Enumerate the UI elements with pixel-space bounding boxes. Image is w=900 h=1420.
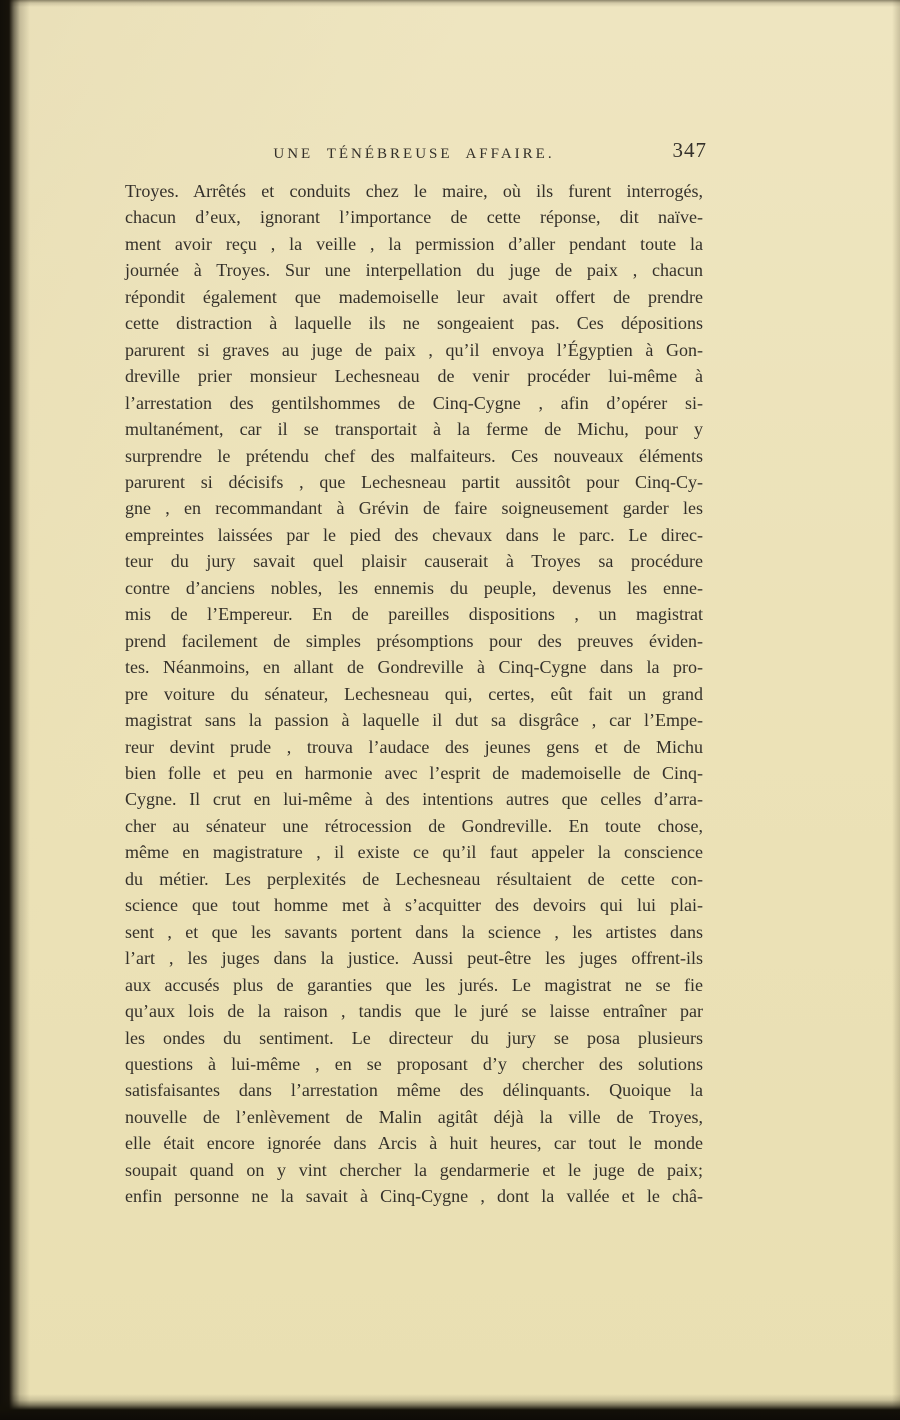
text-line: cher au sénateur une rétrocession de Gondreville. En toute chose, (125, 815, 703, 836)
page-number: 347 (672, 138, 707, 162)
text-line: soupait quand on y vint chercher la gendarmerie et le juge de paix; (125, 1159, 703, 1180)
text-line: journée à Troyes. Sur une interpellation du juge de paix , chacun (125, 260, 703, 281)
text-line: ment avoir reçu , la veille , la permission d’aller pendant toute la (125, 233, 703, 254)
text-line: Cygne. Il crut en lui-même à des intentions autres que celles d’arra- (125, 789, 703, 810)
text-line: questions à lui-même , en se proposant d’y chercher des solutions (125, 1053, 703, 1074)
text-line: les ondes du sentiment. Le directeur du jury se posa plusieurs (125, 1027, 703, 1048)
scan-edge-bottom (0, 1394, 900, 1420)
text-line: bien folle et peu en harmonie avec l’esprit de mademoiselle de Cinq- (125, 762, 703, 783)
text-line: elle était encore ignorée dans Arcis à huit heures, car tout le monde (125, 1133, 703, 1154)
text-line: mis de l’Empereur. En de pareilles dispositions , un magistrat (125, 604, 703, 625)
text-line: répondit également que mademoiselle leur avait offert de prendre (125, 286, 703, 307)
text-block (125, 178, 703, 1210)
text-line: surprendre le prétendu chef des malfaiteurs. Ces nouveaux éléments (125, 445, 703, 466)
text-line: satisfaisantes dans l’arrestation même des délinquants. Quoique la (125, 1080, 703, 1101)
text-line: pre voiture du sénateur, Lechesneau qui, certes, eût fait un grand (125, 683, 703, 704)
text-line: Troyes. Arrêtés et conduits chez le maire, où ils furent interrogés, (125, 181, 703, 201)
text-line: magistrat sans la passion à laquelle il dut sa disgrâce , car l’Empe- (125, 710, 703, 731)
text-line: enfin personne ne la savait à Cinq-Cygne , dont la vallée et le châ- (125, 1186, 703, 1207)
text-line: parurent si décisifs , que Lechesneau partit aussitôt pour Cinq-Cy- (125, 471, 703, 492)
text-line: cette distraction à laquelle ils ne songeaient pas. Ces dépositions (125, 313, 703, 334)
text-line: gne , en recommandant à Grévin de faire soigneusement garder les (125, 498, 703, 519)
text-line: empreintes laissées par le pied des chevaux dans le parc. Le direc- (125, 524, 703, 545)
text-line: l’arrestation des gentilshommes de Cinq-Cygne , afin d’opérer si- (125, 392, 703, 413)
text-line: dreville prier monsieur Lechesneau de venir procéder lui-même à (125, 366, 703, 387)
scan-edge-right (892, 0, 900, 1420)
text-line: science que tout homme met à s’acquitter des devoirs qui lui plai- (125, 895, 703, 916)
text-line: même en magistrature , il existe ce qu’il faut appeler la conscience (125, 842, 703, 863)
running-header (125, 138, 707, 174)
text-line: parurent si graves au juge de paix , qu’il envoya l’Égyptien à Gon- (125, 339, 703, 360)
text-line: aux accusés plus de garanties que les jurés. Le magistrat ne se fie (125, 974, 703, 995)
text-line: prend facilement de simples présomptions pour des preuves éviden- (125, 630, 703, 651)
text-line: du métier. Les perplexités de Lechesneau résultaient de cette con- (125, 868, 703, 889)
header-title: UNE TÉNÉBREUSE AFFAIRE. (273, 146, 555, 162)
text-line: qu’aux lois de la raison , tandis que le juré se laisse entraîner par (125, 1001, 703, 1022)
text-line: contre d’anciens nobles, les ennemis du peuple, devenus les enne- (125, 577, 703, 598)
text-line: tes. Néanmoins, en allant de Gondreville à Cinq-Cygne dans la pro- (125, 657, 703, 678)
text-line: nouvelle de l’enlèvement de Malin agitât déjà la ville de Troyes, (125, 1106, 703, 1127)
text-line: teur du jury savait quel plaisir causerait à Troyes sa procédure (125, 551, 703, 572)
page-content (125, 138, 707, 1210)
text-line: chacun d’eux, ignorant l’importance de cette réponse, dit naïve- (125, 207, 703, 228)
text-line: l’art , les juges dans la justice. Aussi peut-être les juges offrent-ils (125, 948, 703, 969)
scan-edge-top (0, 0, 900, 7)
text-line: sent , et que les savants portent dans la science , les artistes dans (125, 921, 703, 942)
text-line: multanément, car il se transportait à la ferme de Michu, pour y (125, 419, 703, 440)
scan-edge-left (0, 0, 30, 1420)
text-line: reur devint prude , trouva l’audace des jeunes gens et de Michu (125, 736, 703, 757)
